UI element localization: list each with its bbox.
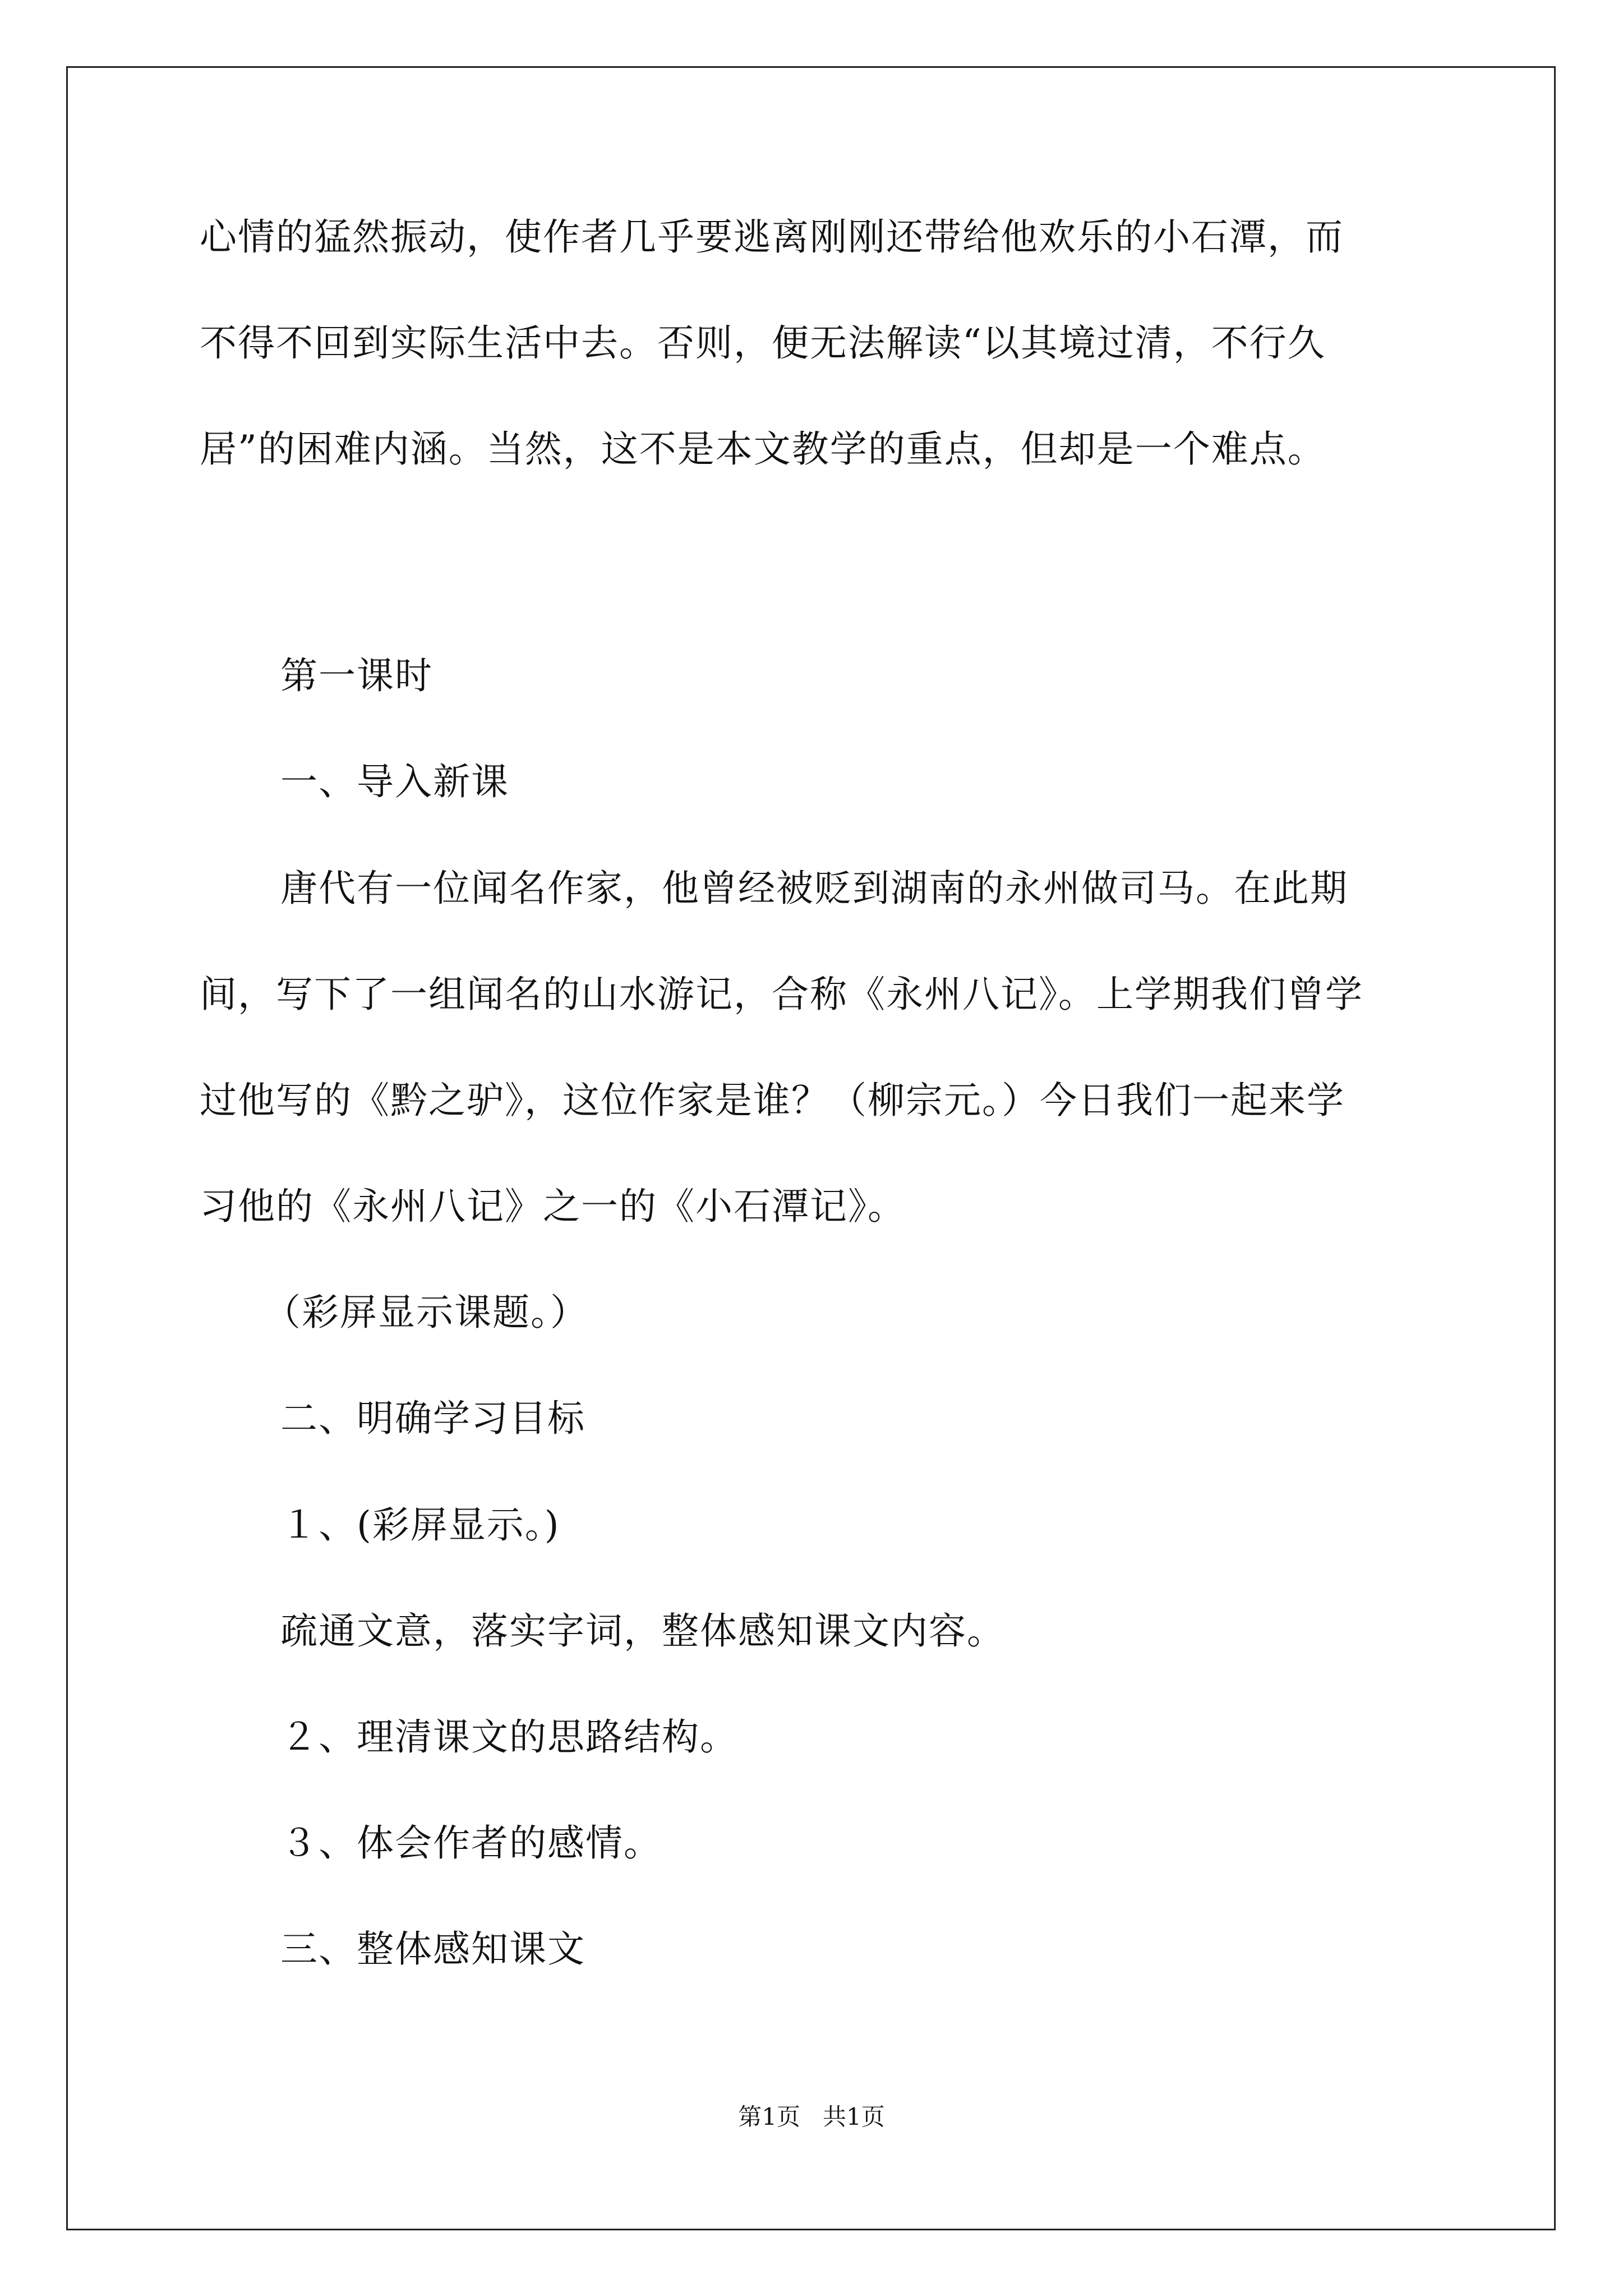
paragraph-line: 习他的《永州八记》之一的《小石潭记》。 [200, 1185, 906, 1228]
page-border [66, 66, 1556, 2230]
section-heading-lesson: 第一课时 [280, 654, 433, 697]
paragraph-line: 不得不回到实际生活中去。否则，便无法解读“以其境过清，不行久 [200, 321, 1326, 365]
section-heading-perceive: 三、整体感知课文 [280, 1927, 585, 1971]
section-heading-goals: 二、明确学习目标 [280, 1397, 585, 1440]
note-line: （彩屏显示课题。） [264, 1291, 588, 1334]
goal-item-1: １、(彩屏显示。) [280, 1503, 560, 1547]
page-footer: 第1页 共1页 [738, 2103, 885, 2131]
goal-item-1-text: 疏通文意，落实字词，整体感知课文内容。 [280, 1609, 1005, 1653]
paragraph-line: 居”的困难内涵。当然，这不是本文教学的重点，但却是一个难点。 [200, 427, 1326, 471]
goal-item-3: ３、体会作者的感情。 [280, 1821, 662, 1865]
paragraph-line: 心情的猛然振动，使作者几乎要逃离刚刚还带给他欢乐的小石潭，而 [200, 215, 1344, 259]
paragraph-line: 唐代有一位闻名作家，他曾经被贬到湖南的永州做司马。在此期 [280, 867, 1348, 910]
goal-item-2: ２、理清课文的思路结构。 [280, 1715, 738, 1759]
paragraph-line: 间，写下了一组闻名的山水游记，合称《永州八记》。上学期我们曾学 [200, 973, 1363, 1016]
paragraph-line: 过他写的《黔之驴》，这位作家是谁？（柳宗元。）今日我们一起来学 [200, 1079, 1345, 1122]
section-heading-intro: 一、导入新课 [280, 760, 509, 803]
